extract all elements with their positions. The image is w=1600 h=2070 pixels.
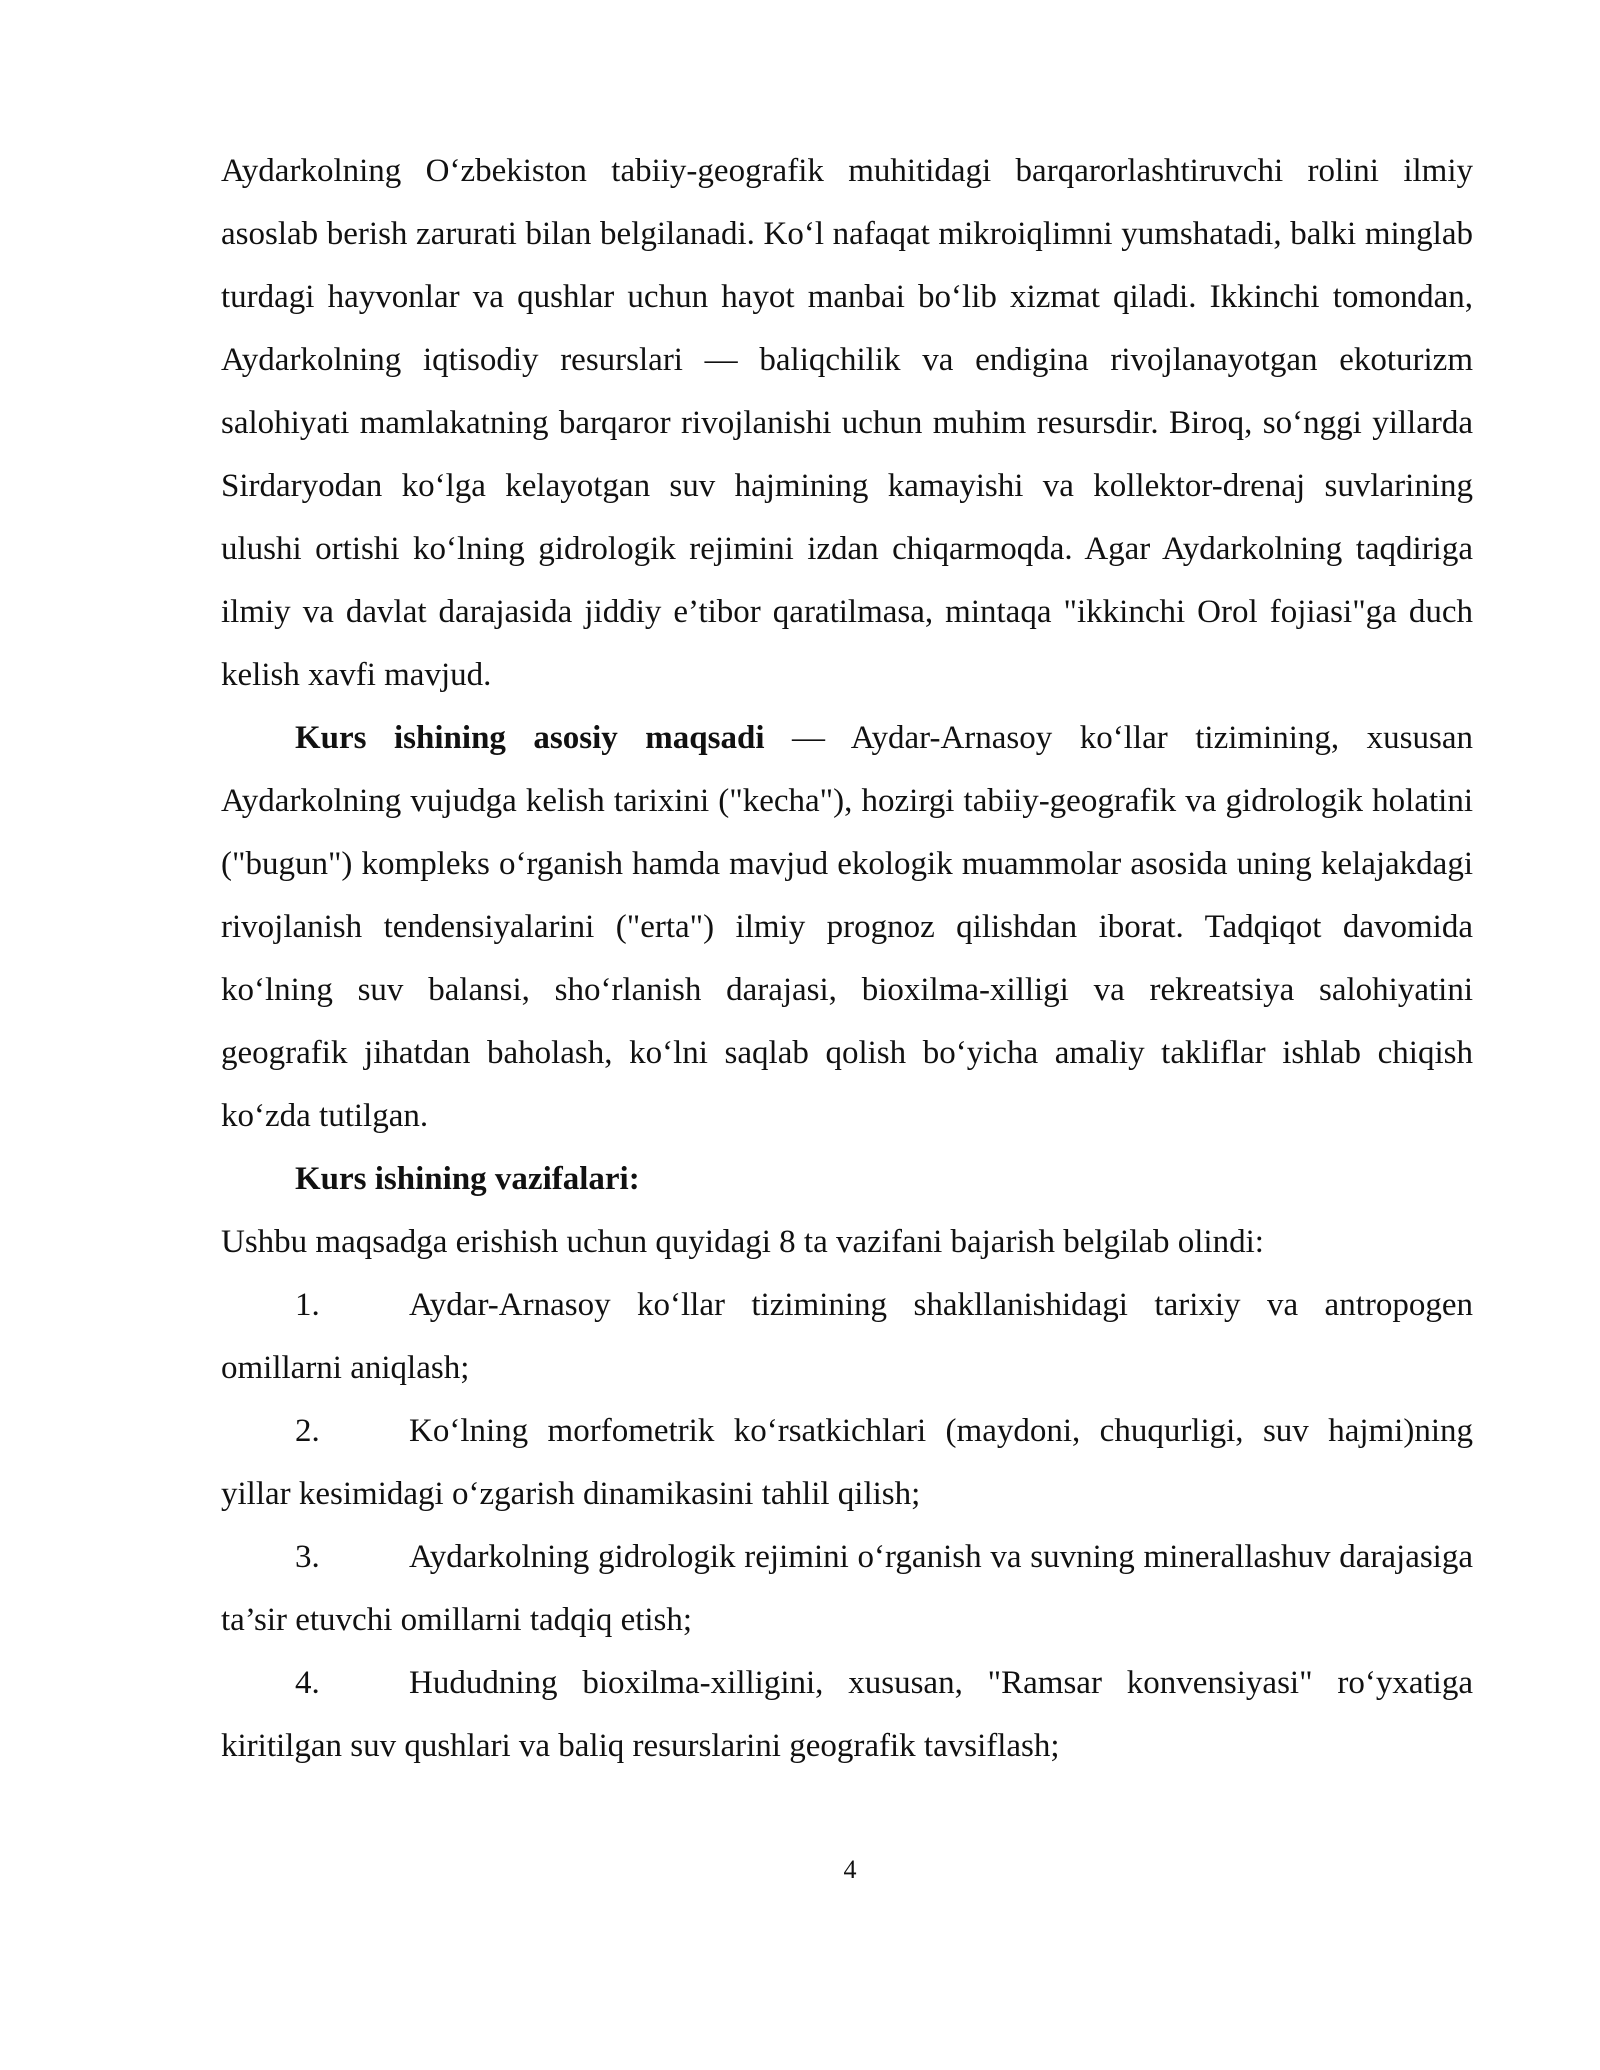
tasks-intro: Ushbu maqsadga erishish uchun quyidagi 8 ta vazifani bajarish belgilab olindi: xyxy=(221,1224,1264,1260)
list-item-number: 2. xyxy=(295,1413,320,1449)
list-item-text: Aydarkolning gidrologik rejimini o‘rganish va suvning minerallashuv darajasiga ta’sir etuvchi omillarni tadqiq etish; xyxy=(221,1539,1473,1638)
goal-paragraph xyxy=(221,707,1473,1148)
intro-paragraph: Aydarkolning O‘zbekiston tabiiy-geografik muhitidagi barqarorlashtiruvchi rolini ilmiy asoslab berish zarurati bilan belgilanadi. Ko‘l nafaqat mikroiqlimni yumshatadi, balki minglab turdagi hayvonlar va qushlar uchun hayot manbai bo‘lib xizmat qiladi. Ikkinchi tomondan, Aydarkolning iqtisodiy resurslari — baliqchilik va endigina rivojlanayotgan ekoturizm salohiyati mamlakatning barqaror rivojlanishi uchun muhim resursdir. Biroq, so‘nggi yillarda Sirdaryodan ko‘lga kelayotgan suv hajmining kamayishi va kollektor-drenaj suvlarining ulushi ortishi ko‘lning gidrologik rejimini izdan chiqarmoqda. Agar Aydarkolning taqdiriga ilmiy va davlat darajasida jiddiy e’tibor qaratilmasa, mintaqa "ikkinchi Orol fojiasi"ga duch kelish xavfi mavjud. xyxy=(221,153,1473,693)
list-item xyxy=(221,1652,1473,1778)
list-item xyxy=(221,1400,1473,1526)
tasks-heading: Kurs ishining vazifalari: xyxy=(295,1161,640,1197)
list-item-text: Hududning bioxilma-xilligini, xususan, "Ramsar konvensiyasi" ro‘yxatiga kiritilgan suv qushlari va baliq resurslarini geografik tavsiflash; xyxy=(221,1665,1473,1764)
list-item xyxy=(221,1274,1473,1400)
document-page xyxy=(221,140,1473,1778)
goal-heading: Kurs ishining asosiy maqsadi xyxy=(295,720,765,756)
goal-text: — Aydar-Arnasoy ko‘llar tizimining, xususan Aydarkolning vujudga kelish tarixini ("kecha"), hozirgi tabiiy-geografik va gidrologik holatini ("bugun") kompleks o‘rganish hamda mavjud ekologik muammolar asosida uning kelajakdagi rivojlanish tendensiyalarini ("erta") ilmiy prognoz qilishdan iborat. Tadqiqot davomida ko‘lning suv balansi, sho‘rlanish darajasi, bioxilma-xilligi va rekreatsiya salohiyatini geografik jihatdan baholash, ko‘lni saqlab qolish bo‘yicha amaliy takliflar ishlab chiqish ko‘zda tutilgan. xyxy=(221,720,1473,1134)
list-item-number: 4. xyxy=(295,1665,320,1701)
list-item-number: 3. xyxy=(295,1539,320,1575)
list-item-text: Ko‘lning morfometrik ko‘rsatkichlari (maydoni, chuqurligi, suv hajmi)ning yillar kesimidagi o‘zgarish dinamikasini tahlil qilish; xyxy=(221,1413,1473,1512)
list-item-text: Aydar-Arnasoy ko‘llar tizimining shakllanishidagi tarixiy va antropogen omillarni aniqlash; xyxy=(221,1287,1473,1386)
list-item xyxy=(221,1526,1473,1652)
page-number: 4 xyxy=(843,1855,857,1884)
list-item-number: 1. xyxy=(295,1287,320,1323)
